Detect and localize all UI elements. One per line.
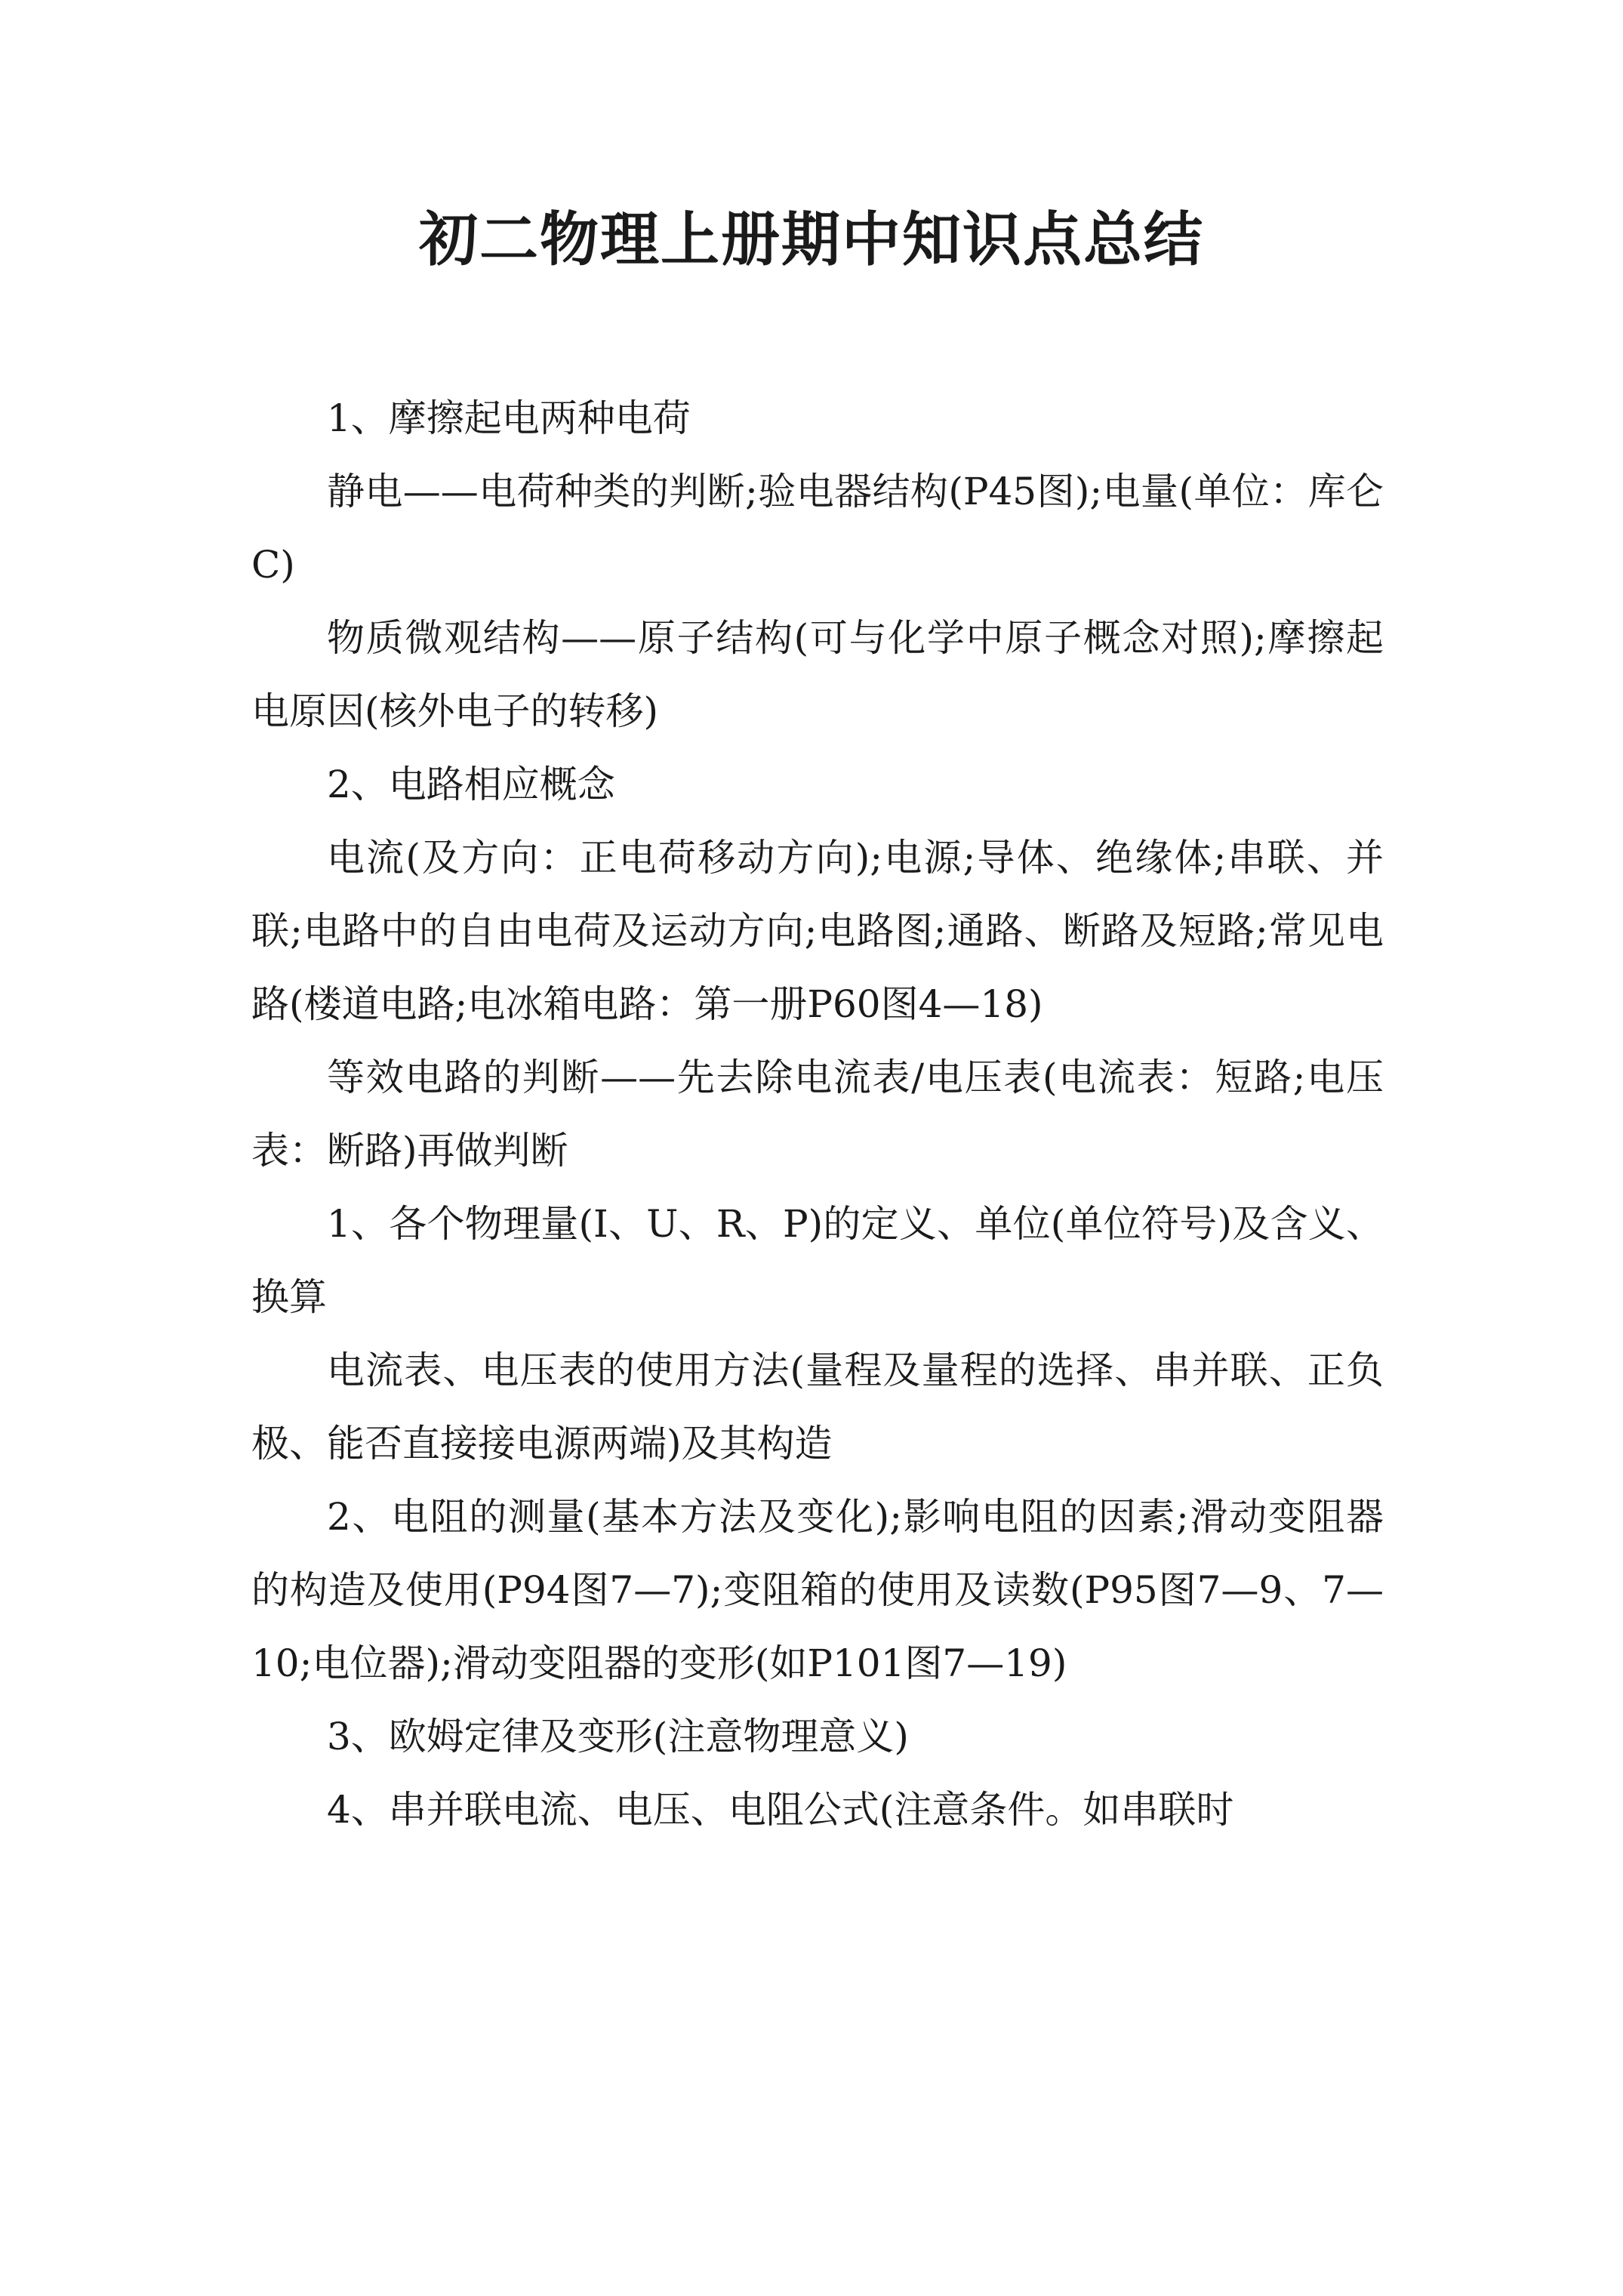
paragraph-5: 电流(及方向：正电荷移动方向);电源;导体、绝缘体;串联、并联;电路中的自由电荷及运动方向;电路图;通路、断路及短路;常见电路(楼道电路;电冰箱电路：第一册P60图4—18) (251, 836, 1384, 1026)
paragraph-9: 2、电阻的测量(基本方法及变化);影响电阻的因素;滑动变阻器的构造及使用(P94图7—7);变阻箱的使用及读数(P95图7—9、7—10;电位器);滑动变阻器的变形(如P101图7—19) (251, 1495, 1384, 1685)
paragraph-11: 4、串并联电流、电压、电阻公式(注意条件。如串联时 (327, 1788, 1234, 1832)
paragraph-10: 3、欧姆定律及变形(注意物理意义) (327, 1715, 909, 1758)
paragraph-3: 物质微观结构——原子结构(可与化学中原子概念对照);摩擦起电原因(核外电子的转移) (251, 616, 1384, 733)
paragraph-4: 2、电路相应概念 (327, 763, 615, 806)
paragraph-1: 1、摩擦起电两种电荷 (327, 396, 691, 440)
document-title: 初二物理上册期中知识点总结 (418, 205, 1204, 274)
paragraph-8: 电流表、电压表的使用方法(量程及量程的选择、串并联、正负极、能否直接接电源两端)及其构造 (251, 1348, 1384, 1465)
paragraph-2: 静电——电荷种类的判断;验电器结构(P45图);电量(单位：库仑C) (251, 470, 1384, 587)
paragraph-6: 等效电路的判断——先去除电流表/电压表(电流表：短路;电压表：断路)再做判断 (251, 1056, 1384, 1173)
document-body (251, 382, 1384, 1847)
paragraph-7: 1、各个物理量(I、U、R、P)的定义、单位(单位符号)及含义、换算 (251, 1202, 1384, 1319)
